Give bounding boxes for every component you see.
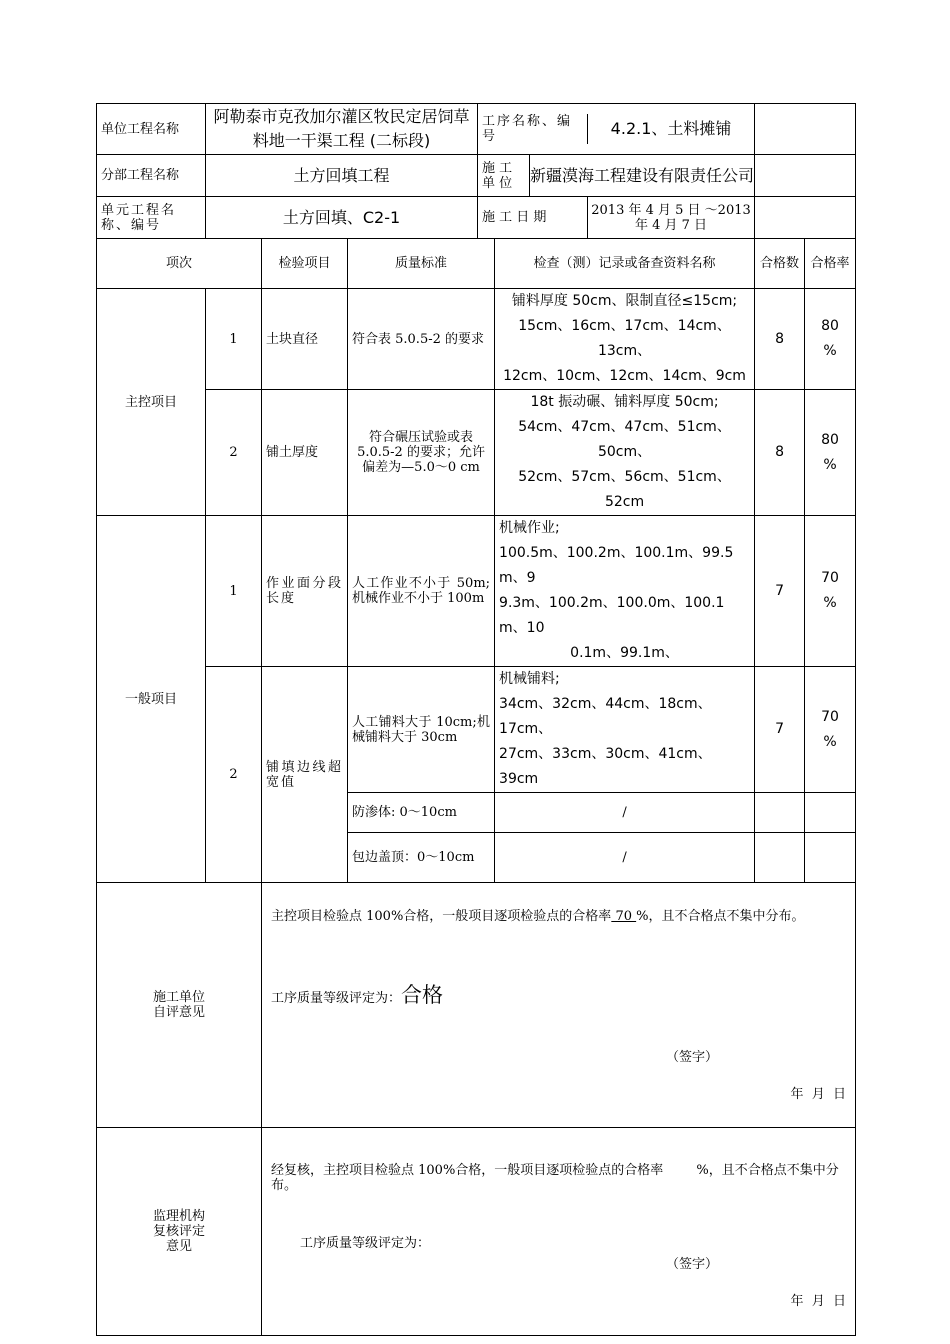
- g2-record-a: [495, 667, 755, 793]
- supervisor-label: [97, 1128, 262, 1336]
- mc1-pass-count: 8: [755, 289, 805, 390]
- col-pass-rate: 合格率: [805, 239, 856, 289]
- g2-record-line: 机械铺料;: [499, 671, 560, 687]
- col-record: 检查（测）记录或备查资料名称: [495, 239, 755, 289]
- mc2-record-line: 54cm、47cm、47cm、51cm、50cm、: [518, 419, 731, 460]
- element-label: 单元工程名称、编号: [97, 197, 206, 239]
- mc1-item: 土块直径: [262, 289, 348, 390]
- mc2-record-line: 52cm、57cm、56cm、51cm、52cm: [518, 469, 731, 510]
- g1-standard: 人工作业不小于 50m; 机械作业不小于 100m: [348, 516, 495, 667]
- col-check: 检验项目: [262, 239, 348, 289]
- g1-record-line: 9.3m、100.2m、100.0m、100.1m、10: [499, 595, 725, 636]
- division-label: 分部工程名称: [97, 155, 206, 197]
- mc1-no: 1: [206, 289, 262, 390]
- self-eval-text-before: 主控项目检验点 100%合格，一般项目逐项检验点的合格率: [271, 909, 612, 924]
- self-eval-text-after: %，且不合格点不集中分布。: [636, 909, 805, 924]
- g1-pass-count: 7: [755, 516, 805, 667]
- mc2-item: 铺土厚度: [262, 390, 348, 516]
- g1-no: 1: [206, 516, 262, 667]
- self-eval-date: 年 月 日: [790, 1087, 847, 1102]
- self-eval-grade-value: 合格: [401, 983, 444, 1007]
- mc1-record-line: 铺料厚度 50cm、限制直径≤15cm;: [511, 293, 738, 309]
- main-control-label: 主控项目: [97, 289, 206, 516]
- supervisor-text: 经复核，主控项目检验点 100%合格，一般项目逐项检验点的合格率 %，且不合格点不集中分布。: [271, 1163, 839, 1193]
- self-eval-grade: [271, 983, 846, 1007]
- g1-record-line: 机械作业;: [499, 520, 560, 536]
- g2-item: 铺填边线超宽值: [262, 667, 348, 883]
- date-filler: [755, 197, 856, 239]
- inspection-table: [96, 103, 856, 1336]
- self-eval-text: [271, 909, 846, 924]
- element-value: 土方回填、C2-1: [206, 197, 478, 239]
- g2-standard-c: 包边盖顶：0～10cm: [348, 833, 495, 883]
- pass-rate-num: 80: [821, 318, 839, 334]
- mc1-record: [495, 289, 755, 390]
- mc2-pass-rate: [805, 390, 856, 516]
- g2-b-pass-count: [755, 793, 805, 833]
- general-label: 一般项目: [97, 516, 206, 883]
- col-item: 项次: [97, 239, 262, 289]
- constructor-label: 施 工 单 位: [478, 155, 530, 196]
- mc1-record-line: 15cm、16cm、17cm、14cm、13cm、: [518, 318, 731, 359]
- g2-record-line: 34cm、32cm、44cm、18cm、17cm、: [499, 696, 712, 737]
- constructor-cell: [478, 155, 755, 197]
- mc2-no: 2: [206, 390, 262, 516]
- g2-pass-rate: [805, 667, 856, 793]
- g1-record: [495, 516, 755, 667]
- col-pass-count: 合格数: [755, 239, 805, 289]
- col-standard: 质量标准: [348, 239, 495, 289]
- g2-standard-b: 防渗体: 0～10cm: [348, 793, 495, 833]
- self-eval-sign: （签字）: [666, 1050, 719, 1065]
- g2-b-pass-rate: [805, 793, 856, 833]
- self-eval-content: [262, 883, 856, 1128]
- self-eval-rate: 70: [611, 909, 637, 924]
- g2-c-pass-rate: [805, 833, 856, 883]
- supervisor-label-line: 意见: [165, 1239, 192, 1254]
- g2-no: 2: [206, 667, 262, 883]
- g1-pass-rate: [805, 516, 856, 667]
- g1-record-line: 0.1m、99.1m、: [570, 645, 679, 661]
- process-label: [478, 104, 755, 155]
- pass-rate-pct: %: [823, 733, 837, 750]
- self-eval-label-line: 施工单位: [152, 990, 205, 1005]
- mc2-standard: 符合碾压试验或表 5.0.5-2 的要求；允许偏差为—5.0～0 cm: [348, 390, 495, 516]
- constructor-value: 新疆漠海工程建设有限责任公司: [530, 165, 755, 185]
- supervisor-label-line: 复核评定: [152, 1224, 205, 1239]
- pass-rate-pct: %: [823, 595, 837, 611]
- pass-rate-pct: %: [823, 343, 837, 359]
- pass-rate-num: 70: [821, 570, 839, 586]
- mc2-record-line: 18t 振动碾、铺料厚度 50cm;: [530, 394, 719, 410]
- mc1-record-line: 12cm、10cm、12cm、14cm、9cm: [503, 368, 746, 384]
- pass-rate-num: 80: [821, 431, 839, 448]
- pass-rate-pct: %: [823, 456, 837, 473]
- g2-pass-count: 7: [755, 667, 805, 793]
- g2-standard-a: 人工铺料大于 10cm;机械铺料大于 30cm: [348, 667, 495, 793]
- pass-rate-num: 70: [821, 708, 839, 725]
- supervisor-label-line: 监理机构: [152, 1209, 205, 1224]
- g2-c-pass-count: [755, 833, 805, 883]
- supervisor-sign: （签字）: [666, 1257, 719, 1272]
- mc1-pass-rate: [805, 289, 856, 390]
- process-value-cell-filler: [755, 104, 856, 155]
- mc2-pass-count: 8: [755, 390, 805, 516]
- g1-record-line: 100.5m、100.2m、100.1m、99.5m、9: [499, 545, 734, 586]
- date-value: 2013 年 4 月 5 日 ～2013 年 4 月 7 日: [591, 202, 751, 233]
- process-value: 4.2.1、土料摊铺: [610, 119, 732, 138]
- g2-record-b: /: [495, 793, 755, 833]
- self-eval-label: [97, 883, 262, 1128]
- division-value: 土方回填工程: [206, 155, 478, 197]
- unit-project-value: 阿勒泰市克孜加尔灌区牧民定居饲草料地一干渠工程 (二标段): [206, 104, 478, 155]
- process-label-text: 工序名称、编号: [478, 114, 588, 144]
- mc1-standard: 符合表 5.0.5-2 的要求: [348, 289, 495, 390]
- self-eval-label-line: 自评意见: [152, 1005, 205, 1020]
- supervisor-grade-label: 工序质量等级评定为：: [300, 1236, 431, 1251]
- g1-item: 作业面分段长度: [262, 516, 348, 667]
- g2-record-c: /: [495, 833, 755, 883]
- unit-project-label: 单位工程名称: [97, 104, 206, 155]
- self-eval-grade-label: 工序质量等级评定为：: [271, 991, 402, 1006]
- date-cell: [478, 197, 755, 239]
- date-label: 施 工 日 期: [478, 197, 588, 238]
- supervisor-content: [262, 1128, 856, 1336]
- constructor-filler: [755, 155, 856, 197]
- g2-record-line: 27cm、33cm、30cm、41cm、39cm: [499, 746, 712, 787]
- supervisor-date: 年 月 日: [790, 1294, 847, 1309]
- mc2-record: [495, 390, 755, 516]
